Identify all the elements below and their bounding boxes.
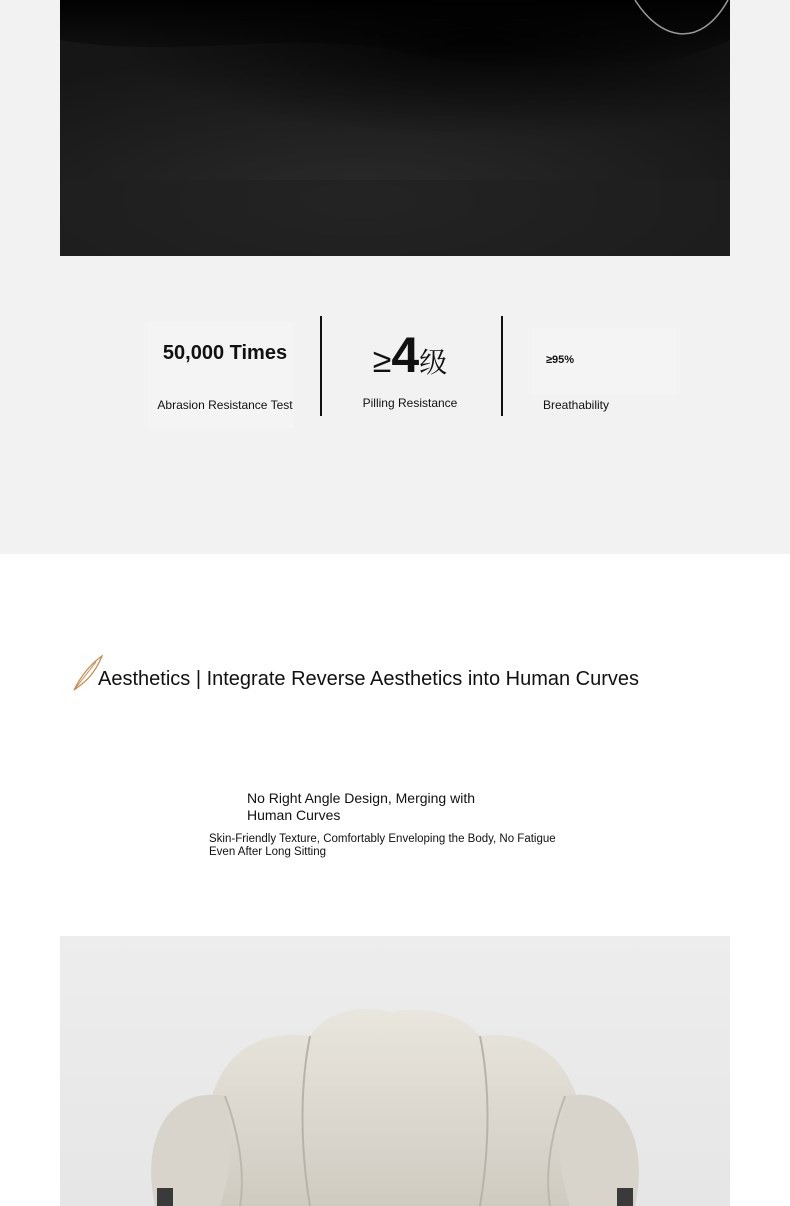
stat-pilling-unit: 级 [419,347,448,378]
stat-breathability-label: Breathability [542,398,610,412]
section-heading: Aesthetics | Integrate Reverse Aesthetics into Human Curves [98,668,640,690]
stat-abrasion-label: Abrasion Resistance Test [157,398,293,412]
stat-divider [501,316,503,416]
stat-abrasion-value: 50,000 Times [162,342,288,364]
stat-breathability-value: ≥95% [546,354,575,366]
fabric-photo-graphic [60,0,730,256]
chair-graphic [60,936,730,1206]
stat-pilling-value [330,326,490,384]
feature-description: Skin-Friendly Texture, Comfortably Enveloping the Body, No Fatigue Even After Long Sitting [209,833,556,858]
stat-pilling-number: 4 [391,327,420,383]
feature-title: No Right Angle Design, Merging with Human Curves [247,790,476,823]
stat-pilling-symbol: ≥ [372,342,392,380]
stat-pilling-label: Pilling Resistance [362,396,458,410]
fabric-photo [60,0,730,256]
stat-divider [320,316,322,416]
chair-photo [60,936,730,1206]
stat-card-bg [148,322,294,428]
